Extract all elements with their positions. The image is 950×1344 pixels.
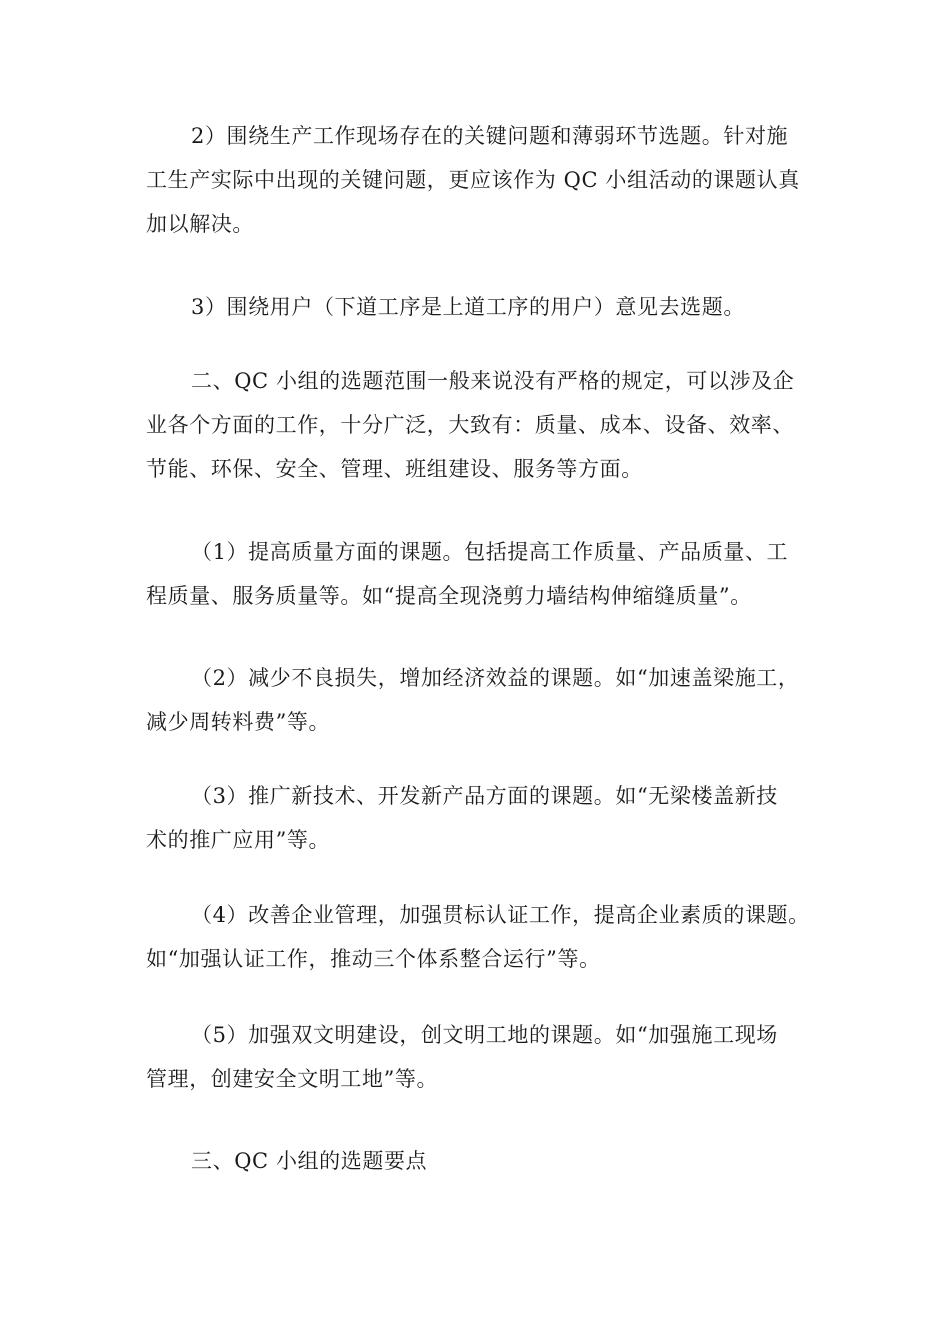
paragraph-line: 术的推广应用”等。 [146, 828, 331, 852]
paragraph-line: 工生产实际中出现的关键问题，更应该作为 QC 小组活动的课题认真 [146, 168, 800, 192]
paragraph-line: 节能、环保、安全、管理、班组建设、服务等方面。 [146, 457, 643, 481]
paragraph-line: 程质量、服务质量等。如“提高全现浇剪力墙结构伸缩缝质量”。 [146, 584, 752, 608]
paragraph-line: 减少周转料费”等。 [146, 710, 331, 734]
paragraph-item-5-civilization [146, 1013, 806, 1101]
paragraph-line: 如“加强认证工作，推动三个体系整合运行”等。 [146, 947, 601, 971]
paragraph-line: 管理，创建安全文明工地”等。 [146, 1067, 439, 1091]
paragraph-select-topic-user-opinion [146, 285, 806, 329]
paragraph-line: 二、QC 小组的选题范围一般来说没有严格的规定，可以涉及企 [191, 369, 795, 393]
paragraph-line: （1）提高质量方面的课题。包括提高工作质量、产品质量、工 [191, 540, 789, 564]
paragraph-line: （2）减少不良损失，增加经济效益的课题。如“加速盖梁施工， [191, 666, 800, 690]
paragraph-item-2-reduce-loss [146, 656, 806, 744]
paragraph-line: 三、QC 小组的选题要点 [191, 1149, 428, 1173]
paragraph-select-topic-key-issues [146, 114, 806, 246]
section-heading-topic-key-points [146, 1139, 806, 1183]
paragraph-line: （3）推广新技术、开发新产品方面的课题。如“无梁楼盖新技 [191, 784, 778, 808]
paragraph-item-3-new-technology [146, 774, 806, 862]
paragraph-item-4-management [146, 893, 810, 981]
paragraph-item-1-quality [146, 530, 806, 618]
paragraph-line: （4）改善企业管理，加强贯标认证工作，提高企业素质的课题。 [191, 903, 810, 927]
paragraph-line: 业各个方面的工作，十分广泛，大致有：质量、成本、设备、效率、 [146, 413, 794, 437]
paragraph-line: 2）围绕生产工作现场存在的关键问题和薄弱环节选题。针对施 [191, 124, 789, 148]
paragraph-topic-scope [146, 359, 806, 491]
paragraph-line: 3）围绕用户（下道工序是上道工序的用户）意见去选题。 [191, 295, 745, 319]
paragraph-line: （5）加强双文明建设，创文明工地的课题。如“加强施工现场 [191, 1023, 778, 1047]
paragraph-line: 加以解决。 [146, 212, 254, 236]
